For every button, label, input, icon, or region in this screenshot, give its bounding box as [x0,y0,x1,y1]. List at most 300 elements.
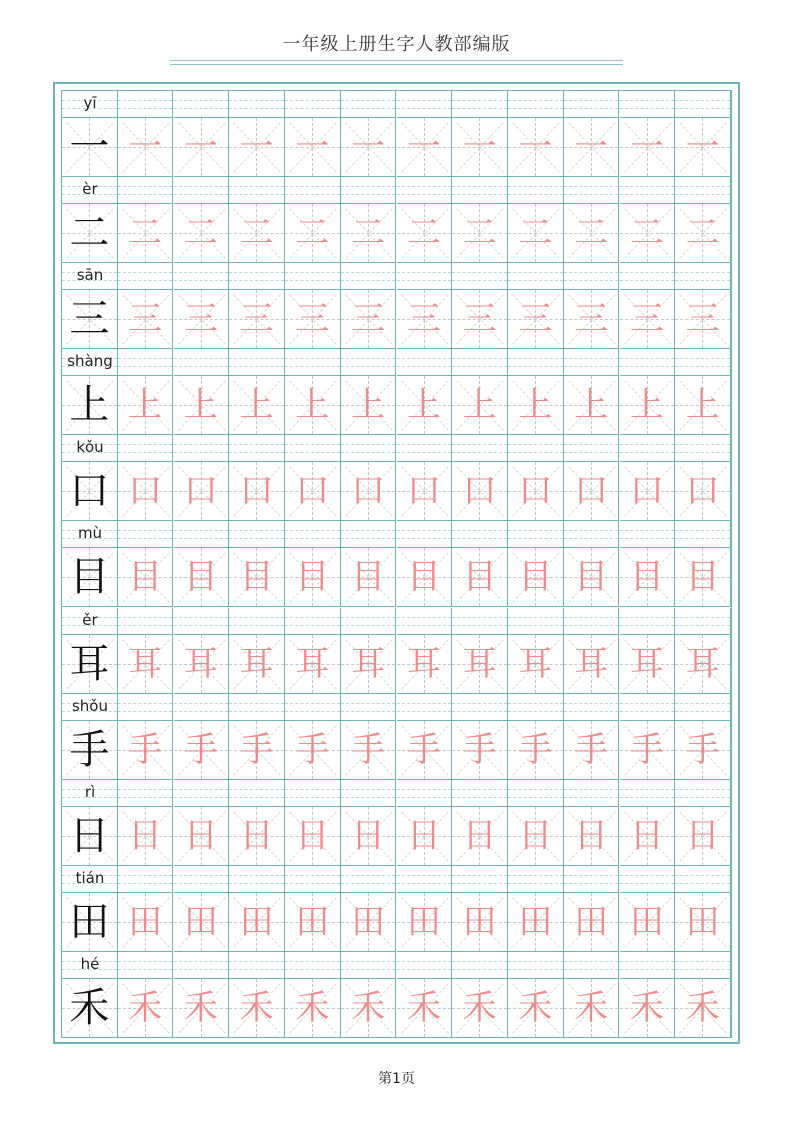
trace-character: 二 [685,213,720,254]
model-character: 上 [69,382,110,429]
pinyin-cell [285,866,341,893]
pinyin-cell [174,608,230,635]
model-character: 目 [69,554,110,601]
pinyin-cell [118,952,174,979]
character-row [62,435,731,521]
trace-character-cell [620,376,676,435]
trace-character: 一 [685,127,720,167]
trace-character: 上 [462,385,497,426]
trace-character-cell [564,979,620,1038]
pinyin-label: hé [80,954,100,973]
trace-character: 日 [128,815,163,856]
trace-character-cell [118,204,174,263]
trace-character: 上 [183,385,218,426]
trace-character: 日 [183,815,218,856]
pinyin-cell [452,91,508,118]
pinyin-cell [508,349,564,376]
trace-character-cell [675,721,731,780]
trace-character-cell [675,807,731,866]
pinyin-line [62,694,731,721]
pinyin-cell [341,780,397,807]
pinyin-cell [118,263,174,290]
trace-character-cell [397,376,453,435]
trace-character: 二 [351,213,386,254]
trace-character-cell [229,204,285,263]
trace-character: 田 [518,901,553,942]
trace-character: 上 [518,385,553,426]
pinyin-cell [620,91,676,118]
trace-character: 田 [406,901,441,942]
pinyin-cell [118,608,174,635]
pinyin-cell [675,435,731,462]
pinyin-cell [118,349,174,376]
trace-character-cell [229,548,285,607]
trace-character: 手 [239,729,274,770]
pinyin-line [62,952,731,979]
trace-character-cell [174,548,230,607]
pinyin-cell [508,694,564,721]
trace-character-cell [508,548,564,607]
pinyin-cell [452,521,508,548]
trace-character: 二 [128,213,163,254]
trace-character: 一 [406,127,441,167]
trace-character: 目 [462,557,497,598]
trace-character-cell [229,376,285,435]
pinyin-cell [564,952,620,979]
pinyin-cell [174,866,230,893]
trace-character-cell [452,118,508,177]
trace-character-cell [229,635,285,694]
trace-character: 手 [128,729,163,770]
pinyin-cell [620,780,676,807]
pinyin-cell [508,866,564,893]
model-character: 手 [69,726,110,773]
trace-character-cell [675,635,731,694]
pinyin-cell [285,263,341,290]
tian-zi-line [62,807,731,866]
pinyin-cell [508,608,564,635]
trace-character-cell [452,204,508,263]
pinyin-cell [675,608,731,635]
pinyin-line [62,780,731,807]
title-underline-bottom [170,64,623,65]
trace-character-cell [118,893,174,952]
pinyin-cell [620,694,676,721]
pinyin-cell [620,177,676,204]
trace-character: 三 [406,299,441,340]
trace-character: 上 [685,385,720,426]
practice-sheet [53,82,740,1044]
trace-character: 口 [239,471,274,512]
pinyin-cell [397,521,453,548]
pinyin-cell [285,608,341,635]
trace-character: 日 [295,815,330,856]
tian-zi-line [62,462,731,521]
trace-character-cell [174,893,230,952]
trace-character-cell [452,721,508,780]
trace-character: 禾 [462,987,497,1028]
trace-character: 手 [685,729,720,770]
trace-character: 耳 [239,643,274,684]
trace-character-cell [564,721,620,780]
pinyin-line [62,177,731,204]
trace-character: 手 [462,729,497,770]
trace-character-cell [285,721,341,780]
trace-character: 上 [351,385,386,426]
pinyin-cell [452,177,508,204]
pinyin-cell [118,866,174,893]
trace-character-cell [675,979,731,1038]
trace-character-cell [397,721,453,780]
tian-zi-line [62,721,731,780]
trace-character: 三 [518,299,553,340]
pinyin-cell [118,91,174,118]
trace-character: 二 [462,213,497,254]
trace-character: 日 [685,815,720,856]
trace-character-cell [341,118,397,177]
trace-character-cell [285,118,341,177]
trace-character-cell [452,290,508,349]
model-character-cell [62,118,118,177]
pinyin-cell [564,694,620,721]
trace-character-cell [397,635,453,694]
pinyin-cell [285,349,341,376]
trace-character-cell [229,462,285,521]
trace-character: 手 [351,729,386,770]
trace-character: 目 [685,557,720,598]
model-character-cell [62,290,118,349]
pinyin-cell [341,263,397,290]
trace-character: 耳 [574,643,609,684]
trace-character: 一 [518,127,553,167]
trace-character-cell [285,635,341,694]
pinyin-cell [174,694,230,721]
pinyin-cell [229,952,285,979]
trace-character-cell [564,893,620,952]
model-character-cell [62,635,118,694]
trace-character: 禾 [295,987,330,1028]
trace-character-cell [675,893,731,952]
pinyin-cell [285,91,341,118]
pinyin-cell [174,952,230,979]
character-row [62,952,731,1038]
pinyin-line [62,349,731,376]
trace-character: 目 [518,557,553,598]
trace-character: 一 [462,127,497,167]
pinyin-cell [564,866,620,893]
pinyin-cell [452,694,508,721]
pinyin-cell [285,694,341,721]
trace-character: 口 [128,471,163,512]
pinyin-cell [341,866,397,893]
trace-character: 手 [295,729,330,770]
trace-character: 手 [629,729,664,770]
model-character: 禾 [69,984,110,1031]
trace-character-cell [285,548,341,607]
trace-character-cell [174,807,230,866]
trace-character: 田 [128,901,163,942]
trace-character-cell [174,462,230,521]
trace-character: 二 [574,213,609,254]
trace-character: 禾 [351,987,386,1028]
pinyin-cell [620,263,676,290]
trace-character-cell [564,548,620,607]
model-character-cell [62,721,118,780]
pinyin-cell [620,521,676,548]
pinyin-cell [452,780,508,807]
trace-character: 口 [462,471,497,512]
character-row [62,866,731,952]
model-character: 田 [69,898,110,945]
trace-character-cell [397,548,453,607]
trace-character-cell [452,635,508,694]
trace-character-cell [118,635,174,694]
trace-character-cell [508,979,564,1038]
trace-character: 手 [574,729,609,770]
trace-character-cell [341,376,397,435]
trace-character-cell [341,635,397,694]
trace-character-cell [620,548,676,607]
trace-character-cell [564,635,620,694]
pinyin-cell [174,435,230,462]
trace-character: 上 [629,385,664,426]
trace-character-cell [675,462,731,521]
trace-character: 田 [685,901,720,942]
trace-character: 日 [574,815,609,856]
trace-character: 禾 [518,987,553,1028]
character-row [62,349,731,435]
trace-character-cell [620,118,676,177]
pinyin-line [62,608,731,635]
pinyin-cell [341,435,397,462]
model-character: 一 [69,124,110,170]
pinyin-cell [174,780,230,807]
pinyin-cell [229,349,285,376]
trace-character-cell [285,979,341,1038]
trace-character: 一 [183,127,218,167]
model-character: 口 [69,468,110,515]
trace-character-cell [341,979,397,1038]
trace-character-cell [341,462,397,521]
pinyin-cell [675,91,731,118]
pinyin-cell [564,521,620,548]
trace-character: 口 [351,471,386,512]
trace-character-cell [564,376,620,435]
pinyin-cell [397,608,453,635]
pinyin-label: yī [83,94,97,112]
trace-character-cell [118,376,174,435]
trace-character-cell [564,204,620,263]
trace-character: 目 [574,557,609,598]
trace-character: 日 [406,815,441,856]
pinyin-cell [341,521,397,548]
trace-character: 三 [462,299,497,340]
trace-character: 三 [351,299,386,340]
trace-character: 田 [295,901,330,942]
trace-character: 手 [406,729,441,770]
trace-character: 口 [629,471,664,512]
trace-character: 耳 [295,643,330,684]
trace-character-cell [174,635,230,694]
trace-character-cell [285,462,341,521]
trace-character: 一 [128,127,163,167]
trace-character: 上 [128,385,163,426]
trace-character: 田 [351,901,386,942]
trace-character-cell [229,893,285,952]
trace-character-cell [564,462,620,521]
pinyin-cell [174,91,230,118]
model-character-cell [62,807,118,866]
pinyin-cell [620,952,676,979]
pinyin-cell [341,91,397,118]
model-character-cell [62,376,118,435]
trace-character-cell [341,807,397,866]
pinyin-cell [452,435,508,462]
pinyin-cell [341,694,397,721]
trace-character-cell [620,893,676,952]
trace-character-cell [174,721,230,780]
tian-zi-line [62,979,731,1038]
trace-character: 一 [629,127,664,167]
pinyin-cell [397,866,453,893]
pinyin-cell [675,263,731,290]
trace-character: 田 [629,901,664,942]
pinyin-label: shǒu [71,696,108,715]
trace-character: 禾 [685,987,720,1028]
trace-character: 口 [685,471,720,512]
trace-character: 禾 [128,987,163,1028]
trace-character-cell [508,635,564,694]
pinyin-cell [508,263,564,290]
pinyin-label: shàng [67,352,113,371]
trace-character-cell [229,807,285,866]
trace-character-cell [229,290,285,349]
trace-character-cell [341,721,397,780]
pinyin-cell [564,435,620,462]
trace-character-cell [675,548,731,607]
pinyin-cell [229,780,285,807]
trace-character: 二 [183,213,218,254]
pinyin-cell [675,177,731,204]
pinyin-line [62,521,731,548]
pinyin-line [62,91,731,118]
trace-character-cell [285,376,341,435]
trace-character: 禾 [406,987,441,1028]
trace-character: 田 [462,901,497,942]
pinyin-cell [229,263,285,290]
trace-character: 二 [406,213,441,254]
pinyin-cell [229,435,285,462]
trace-character-cell [397,807,453,866]
trace-character-cell [118,548,174,607]
pinyin-cell [341,952,397,979]
pinyin-label: tián [75,868,105,887]
trace-character-cell [229,118,285,177]
tian-zi-line [62,204,731,263]
trace-character: 一 [295,127,330,167]
trace-character-cell [508,721,564,780]
tian-zi-line [62,635,731,694]
character-row [62,694,731,780]
tian-zi-line [62,290,731,349]
trace-character: 耳 [128,643,163,684]
pinyin-cell [397,952,453,979]
pinyin-cell [452,263,508,290]
model-character: 三 [69,296,110,343]
trace-character: 日 [462,815,497,856]
pinyin-cell [675,952,731,979]
tian-zi-line [62,893,731,952]
trace-character-cell [118,462,174,521]
pinyin-cell [397,263,453,290]
trace-character: 一 [239,127,274,167]
trace-character: 禾 [183,987,218,1028]
trace-character-cell [174,290,230,349]
pinyin-cell [397,694,453,721]
pinyin-cell [229,694,285,721]
pinyin-label: sān [76,266,104,285]
trace-character-cell [620,807,676,866]
pinyin-cell [397,349,453,376]
title-underline-top [170,60,623,61]
pinyin-cell [508,91,564,118]
trace-character: 目 [351,557,386,598]
trace-character-cell [341,893,397,952]
trace-character-cell [285,807,341,866]
pinyin-cell [620,608,676,635]
trace-character-cell [508,462,564,521]
trace-character: 三 [183,299,218,340]
pinyin-cell [620,349,676,376]
trace-character: 二 [295,213,330,254]
trace-character: 目 [629,557,664,598]
pinyin-cell [229,608,285,635]
trace-character: 口 [406,471,441,512]
model-character: 日 [69,812,110,859]
pinyin-line [62,866,731,893]
pinyin-cell [675,521,731,548]
trace-character-cell [508,290,564,349]
trace-character-cell [675,204,731,263]
trace-character: 三 [685,299,720,340]
model-character-cell [62,204,118,263]
tian-zi-line [62,376,731,435]
pinyin-cell [285,952,341,979]
pinyin-cell [675,866,731,893]
pinyin-cell [118,177,174,204]
pinyin-cell [174,521,230,548]
pinyin-cell [229,91,285,118]
trace-character-cell [564,290,620,349]
pinyin-cell [508,177,564,204]
trace-character-cell [508,807,564,866]
pinyin-cell [285,435,341,462]
trace-character-cell [675,376,731,435]
trace-character: 目 [239,557,274,598]
pinyin-line [62,435,731,462]
model-character-cell [62,979,118,1038]
trace-character-cell [452,376,508,435]
trace-character: 上 [295,385,330,426]
character-row [62,780,731,866]
pinyin-cell [174,177,230,204]
trace-character-cell [397,204,453,263]
trace-character: 一 [351,127,386,167]
tian-zi-line [62,548,731,607]
trace-character: 二 [518,213,553,254]
pinyin-cell [174,263,230,290]
trace-character: 目 [183,557,218,598]
